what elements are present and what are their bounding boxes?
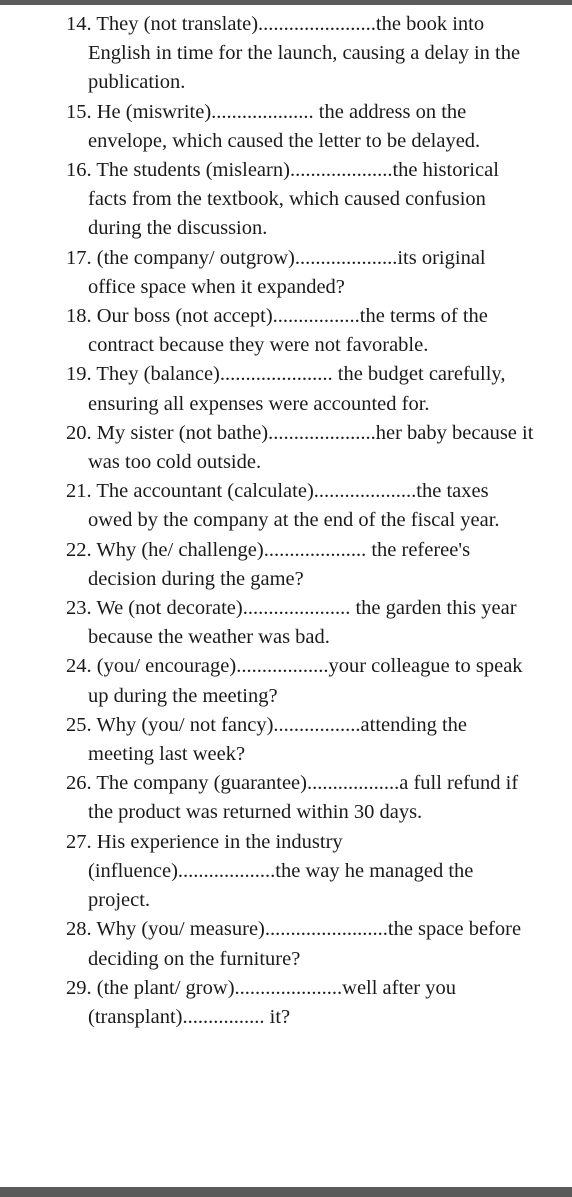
exercise-item-25: 25. Why (you/ not fancy).................attending the meeting last week? (66, 713, 468, 766)
exercise-item-19: 19. They (balance)...................... the budget carefully, ensuring all expenses were accounted for. (66, 363, 506, 415)
exercise-item-22: 22. Why (he/ challenge).................... the referee's decision during the game? (66, 538, 471, 590)
exercise-list (66, 10, 536, 1032)
exercise-item-26: 26. The company (guarantee)..................a full refund if the product was returned within 30 days. (66, 772, 519, 824)
exercise-item-29: 29. (the plant/ grow).....................well after you (transplant)................ it? (66, 976, 456, 1028)
exercise-item-27: 27. His experience in the industry (influence)...................the way he managed the project. (66, 830, 474, 912)
exercise-item-17: 17. (the company/ outgrow)....................its original office space when it expanded? (66, 246, 486, 298)
bottom-edge-bar (0, 1187, 572, 1197)
exercise-item-14: 14. They (not translate).......................the book into English in time for the launch, causing a delay in the publication. (66, 13, 521, 94)
exercise-item-23: 23. We (not decorate)..................... the garden this year because the weather was bad. (66, 597, 517, 649)
exercise-item-28: 28. Why (you/ measure)........................the space before deciding on the furniture? (66, 918, 522, 970)
exercise-item-20: 20. My sister (not bathe).....................her baby because it was too cold outside. (66, 421, 534, 474)
exercise-item-24: 24. (you/ encourage)..................your colleague to speak up during the meeting? (66, 655, 523, 707)
exercise-item-18: 18. Our boss (not accept).................the terms of the contract because they were not favorable. (66, 305, 488, 357)
exercise-item-15: 15. He (miswrite).................... the address on the envelope, which caused the letter to be delayed. (66, 100, 481, 152)
exercise-item-16: 16. The students (mislearn)....................the historical facts from the textbook, which caused confusion during the discussion. (66, 159, 499, 240)
exercise-item-21: 21. The accountant (calculate)....................the taxes owed by the company at the end of the fiscal year. (66, 480, 500, 532)
